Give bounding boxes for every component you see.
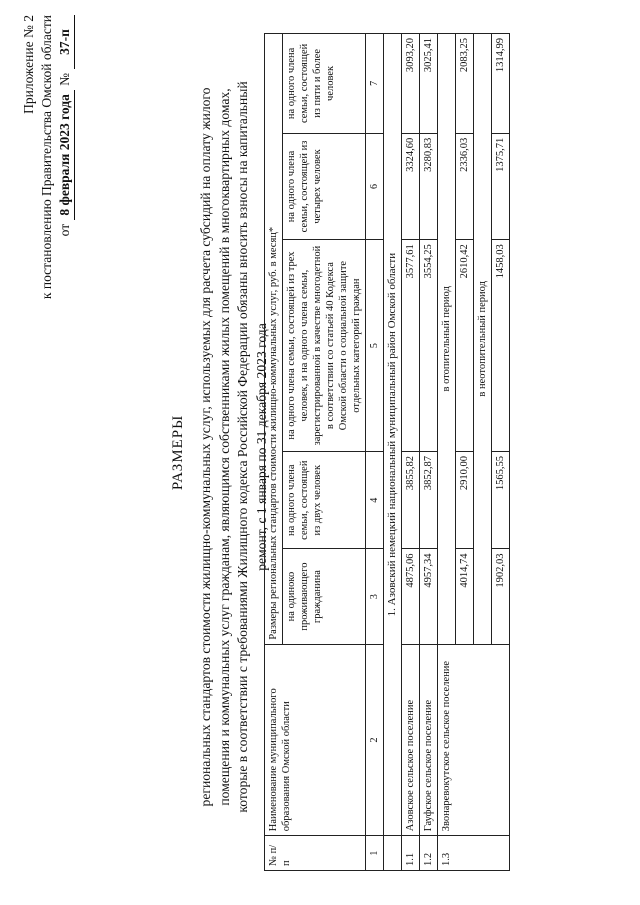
document-subtitle: региональных стандартов стоимости жилищно-коммунальных услуг, используемых для расчета субсидий на оплату жилого помещения и коммунальных услуг гражданам, являющимся собственниками жилых помещений в многоквартирных домах, которые в соответствии с требованиями Жилищного кодекса Российской Федерации обязаны вносить взносы на капитальный ремонт, с 1 января по 31 декабря 2023 года — [198, 81, 269, 813]
table-row — [402, 34, 420, 871]
appendix-resolution: к постановлению Правительства Омской области — [39, 15, 54, 300]
table-row-13-label — [438, 34, 456, 871]
region-spacer — [384, 836, 402, 871]
header-col6: на одного члена семьи, состоящей из четырех человек — [283, 133, 366, 239]
col-num-6: 6 — [366, 133, 384, 239]
row-v5: 3554,25 — [420, 240, 438, 452]
table-header-row — [265, 34, 283, 871]
column-numbers-row — [366, 34, 384, 871]
col-num-5: 5 — [366, 240, 384, 452]
heating-v7: 2083,25 — [456, 34, 474, 134]
row-v5: 3577,61 — [402, 240, 420, 452]
region-title: 1. Азовский немецкий национальный муниципальный район Омской области — [384, 34, 402, 836]
row-v7: 3093,20 — [402, 34, 420, 134]
row-num: 1.2 — [420, 836, 438, 871]
row-v6: 3324,60 — [402, 133, 420, 239]
row-num: 1.3 — [438, 836, 510, 871]
row-v3: 4957,34 — [420, 549, 438, 644]
nonheating-period-label: в неотопительный период — [474, 34, 492, 645]
header-col4: на одного члена семьи, состоящей из двух человек — [283, 451, 366, 548]
heating-v5: 2610,42 — [456, 240, 474, 452]
header-col3: на одиноко проживающего гражданина — [283, 549, 366, 644]
heating-v6: 2336,03 — [456, 133, 474, 239]
heating-period-label: в отопительный период — [438, 34, 456, 645]
appendix-label: Приложение № 2 — [21, 15, 36, 114]
nonheating-v6: 1375,71 — [492, 133, 510, 239]
header-col5: на одного члена семьи, состоящей из трех человек, и на одного члена семьи, зарегистрированной в качестве многодетной в соответствии со статьей 40 Кодекса Омской области о социальной защите отдельных категорий граждан — [283, 240, 366, 452]
appendix-date-line — [56, 15, 75, 327]
header-num: № п/п — [265, 836, 366, 871]
row-v7: 3025,41 — [420, 34, 438, 134]
table-row — [420, 34, 438, 871]
col-num-1: 1 — [366, 836, 384, 871]
nonheating-v3: 1902,03 — [492, 549, 510, 644]
nonheating-v4: 1565,55 — [492, 451, 510, 548]
heating-v3: 4014,74 — [456, 549, 474, 644]
nonheating-v7: 1314,99 — [492, 34, 510, 134]
row-name: Гауфское сельское поселение — [420, 644, 438, 836]
heating-v4: 2910,00 — [456, 451, 474, 548]
row-v6: 3280,83 — [420, 133, 438, 239]
appendix-date: 8 февраля 2023 года — [56, 90, 75, 220]
appendix-header — [20, 15, 75, 327]
header-group: Размеры региональных стандартов стоимости жилищно-коммунальных услуг, руб. в месяц* — [265, 34, 283, 645]
appendix-number-label: № — [57, 73, 72, 86]
col-num-2: 2 — [366, 644, 384, 836]
standards-table — [264, 33, 510, 871]
row-v4: 3852,87 — [420, 451, 438, 548]
appendix-from: от — [57, 223, 72, 237]
document-title: РАЗМЕРЫ — [170, 414, 186, 491]
col-num-3: 3 — [366, 549, 384, 644]
header-name: Наименование муниципального образования Омской области — [265, 644, 366, 836]
header-col7: на одного члена семьи, состоящей из пяти и более человек — [283, 34, 366, 134]
col-num-4: 4 — [366, 451, 384, 548]
row-v4: 3855,82 — [402, 451, 420, 548]
row-num: 1.1 — [402, 836, 420, 871]
appendix-number: 37-п — [56, 15, 75, 69]
row-v3: 4875,06 — [402, 549, 420, 644]
nonheating-v5: 1458,03 — [492, 240, 510, 452]
row-name: Звонаревокутское сельское поселение — [438, 644, 510, 836]
row-name: Азовское сельское поселение — [402, 644, 420, 836]
region-row — [384, 34, 402, 871]
col-num-7: 7 — [366, 34, 384, 134]
